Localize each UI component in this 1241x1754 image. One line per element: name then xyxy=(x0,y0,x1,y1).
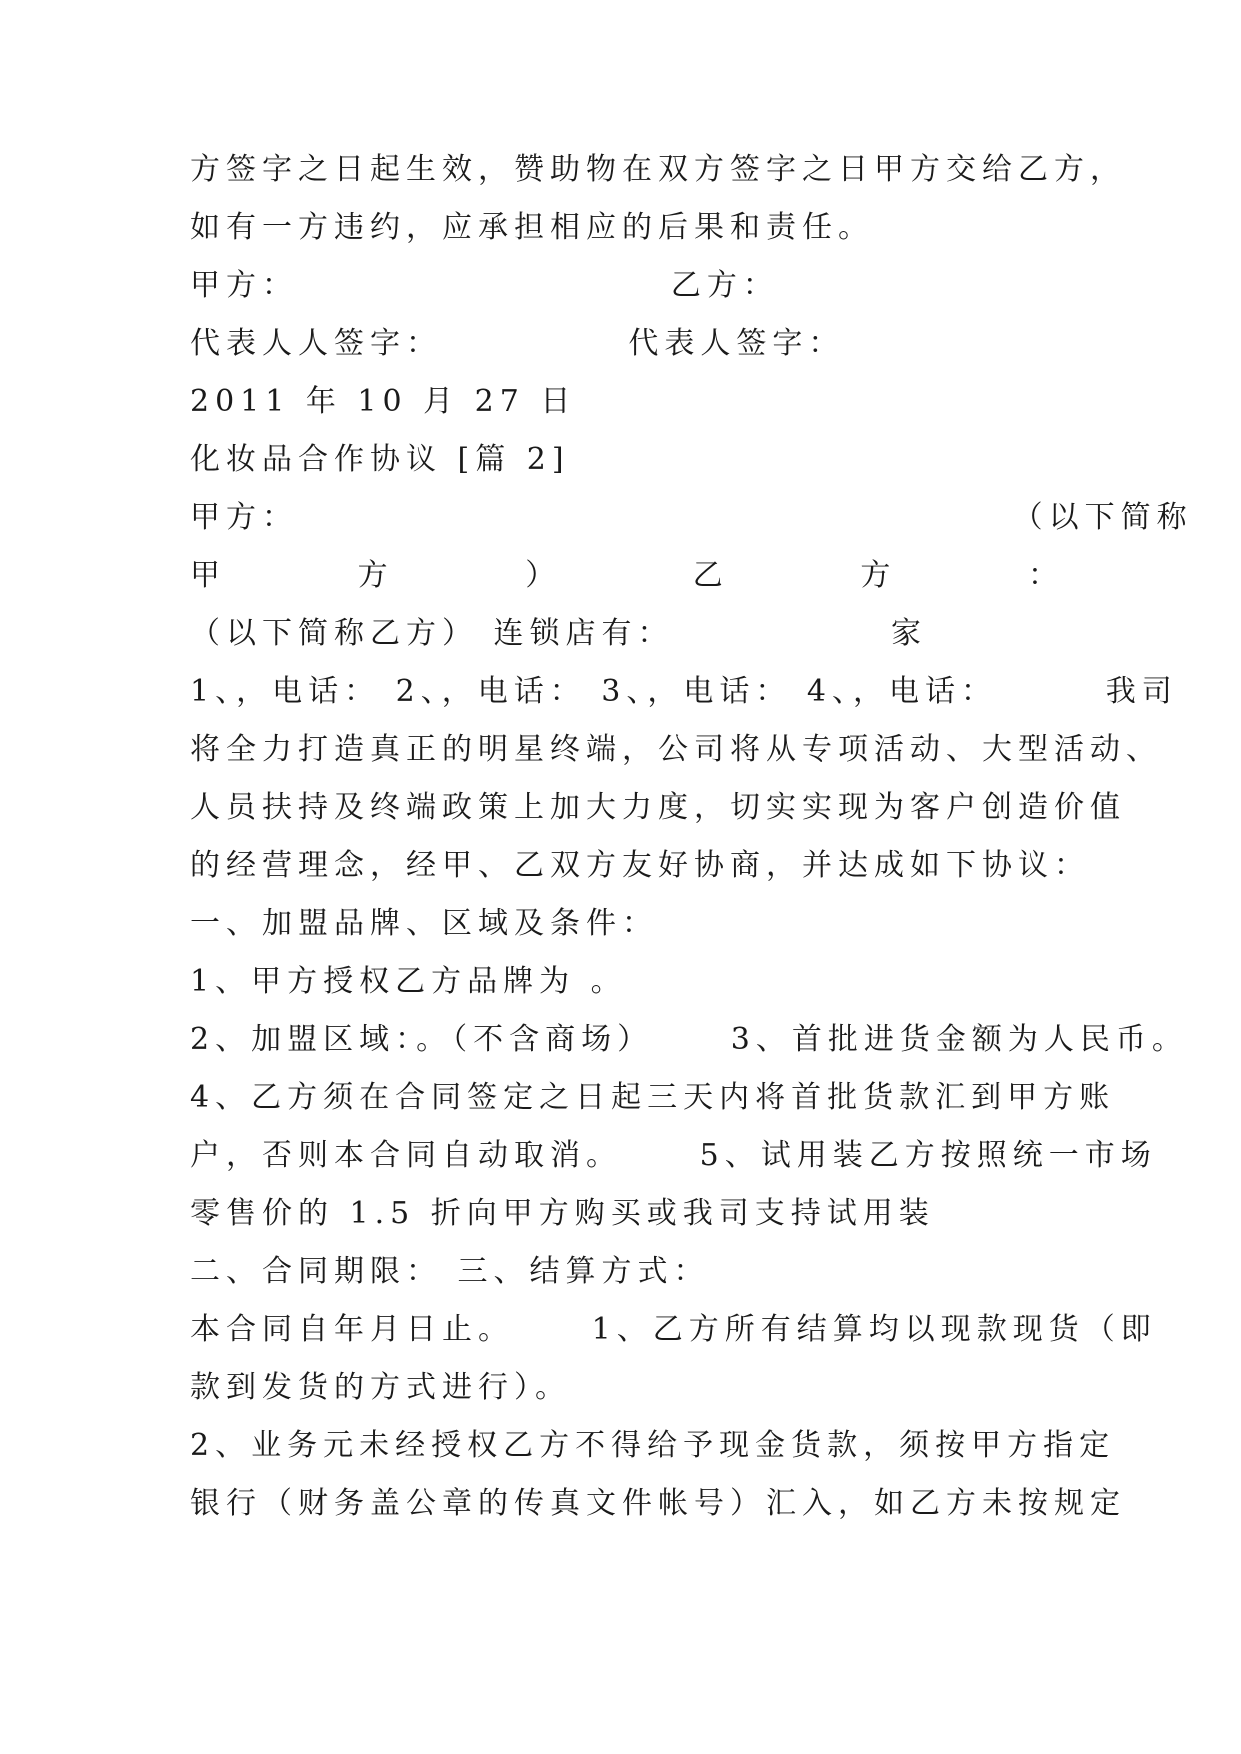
text-line: 1、，电话： 2、，电话： 3、，电话： 4、，电话： 我司 xyxy=(190,674,1178,709)
text-line: 的经营理念，经甲、乙双方友好协商，并达成如下协议： xyxy=(190,848,1090,883)
text-line: 2、业务元未经授权乙方不得给予现金货款，须按甲方指定 xyxy=(190,1428,1116,1463)
text-line: 银行（财务盖公章的传真文件帐号）汇入，如乙方未按规定 xyxy=(190,1486,1126,1521)
text-line: 2、加盟区域：。（不含商场） 3、首批进货金额为人民币。 xyxy=(190,1022,1188,1057)
spread-char: ） xyxy=(525,558,556,593)
text-line: 户，否则本合同自动取消。 5、试用装乙方按照统一市场 xyxy=(190,1138,1157,1173)
date-line: 2011 年 10 月 27 日 xyxy=(190,384,577,419)
text-line: 甲方： （以下简称 xyxy=(190,500,1193,535)
text-line: 款到发货的方式进行）。 xyxy=(190,1370,571,1405)
section-heading: 二、合同期限： 三、结算方式： xyxy=(190,1254,710,1289)
text-line: 本合同自年月日止。 1、乙方所有结算均以现款现货（即 xyxy=(190,1312,1157,1347)
text-line: 甲方： 乙方： xyxy=(190,268,779,303)
text-line: 代表人人签字： 代表人签字： xyxy=(190,326,845,361)
text-line: 人员扶持及终端政策上加大力度，切实实现为客户创造价值 xyxy=(190,790,1126,825)
spread-char: 甲 xyxy=(190,558,220,593)
text-line: 1、甲方授权乙方品牌为 。 xyxy=(190,964,627,999)
text-line: （以下简称乙方） 连锁店有： 家 xyxy=(190,616,928,651)
text-line: 如有一方违约，应承担相应的后果和责任。 xyxy=(190,210,874,245)
party-spread-line xyxy=(190,556,1058,596)
text-line: 零售价的 1.5 折向甲方购买或我司支持试用装 xyxy=(190,1196,935,1231)
text-line: 4、乙方须在合同签定之日起三天内将首批货款汇到甲方账 xyxy=(190,1080,1116,1115)
spread-char: 方 xyxy=(860,558,891,593)
spread-char: 方 xyxy=(357,558,388,593)
section-heading: 一、加盟品牌、区域及条件： xyxy=(190,906,658,941)
spread-char: 乙 xyxy=(692,558,723,593)
section-title: 化妆品合作协议 [篇 2] xyxy=(190,442,570,477)
text-line: 将全力打造真正的明星终端，公司将从专项活动、大型活动、 xyxy=(190,732,1162,767)
spread-char: ： xyxy=(1027,558,1058,593)
text-line: 方签字之日起生效，赞助物在双方签字之日甲方交给乙方， xyxy=(190,152,1126,187)
